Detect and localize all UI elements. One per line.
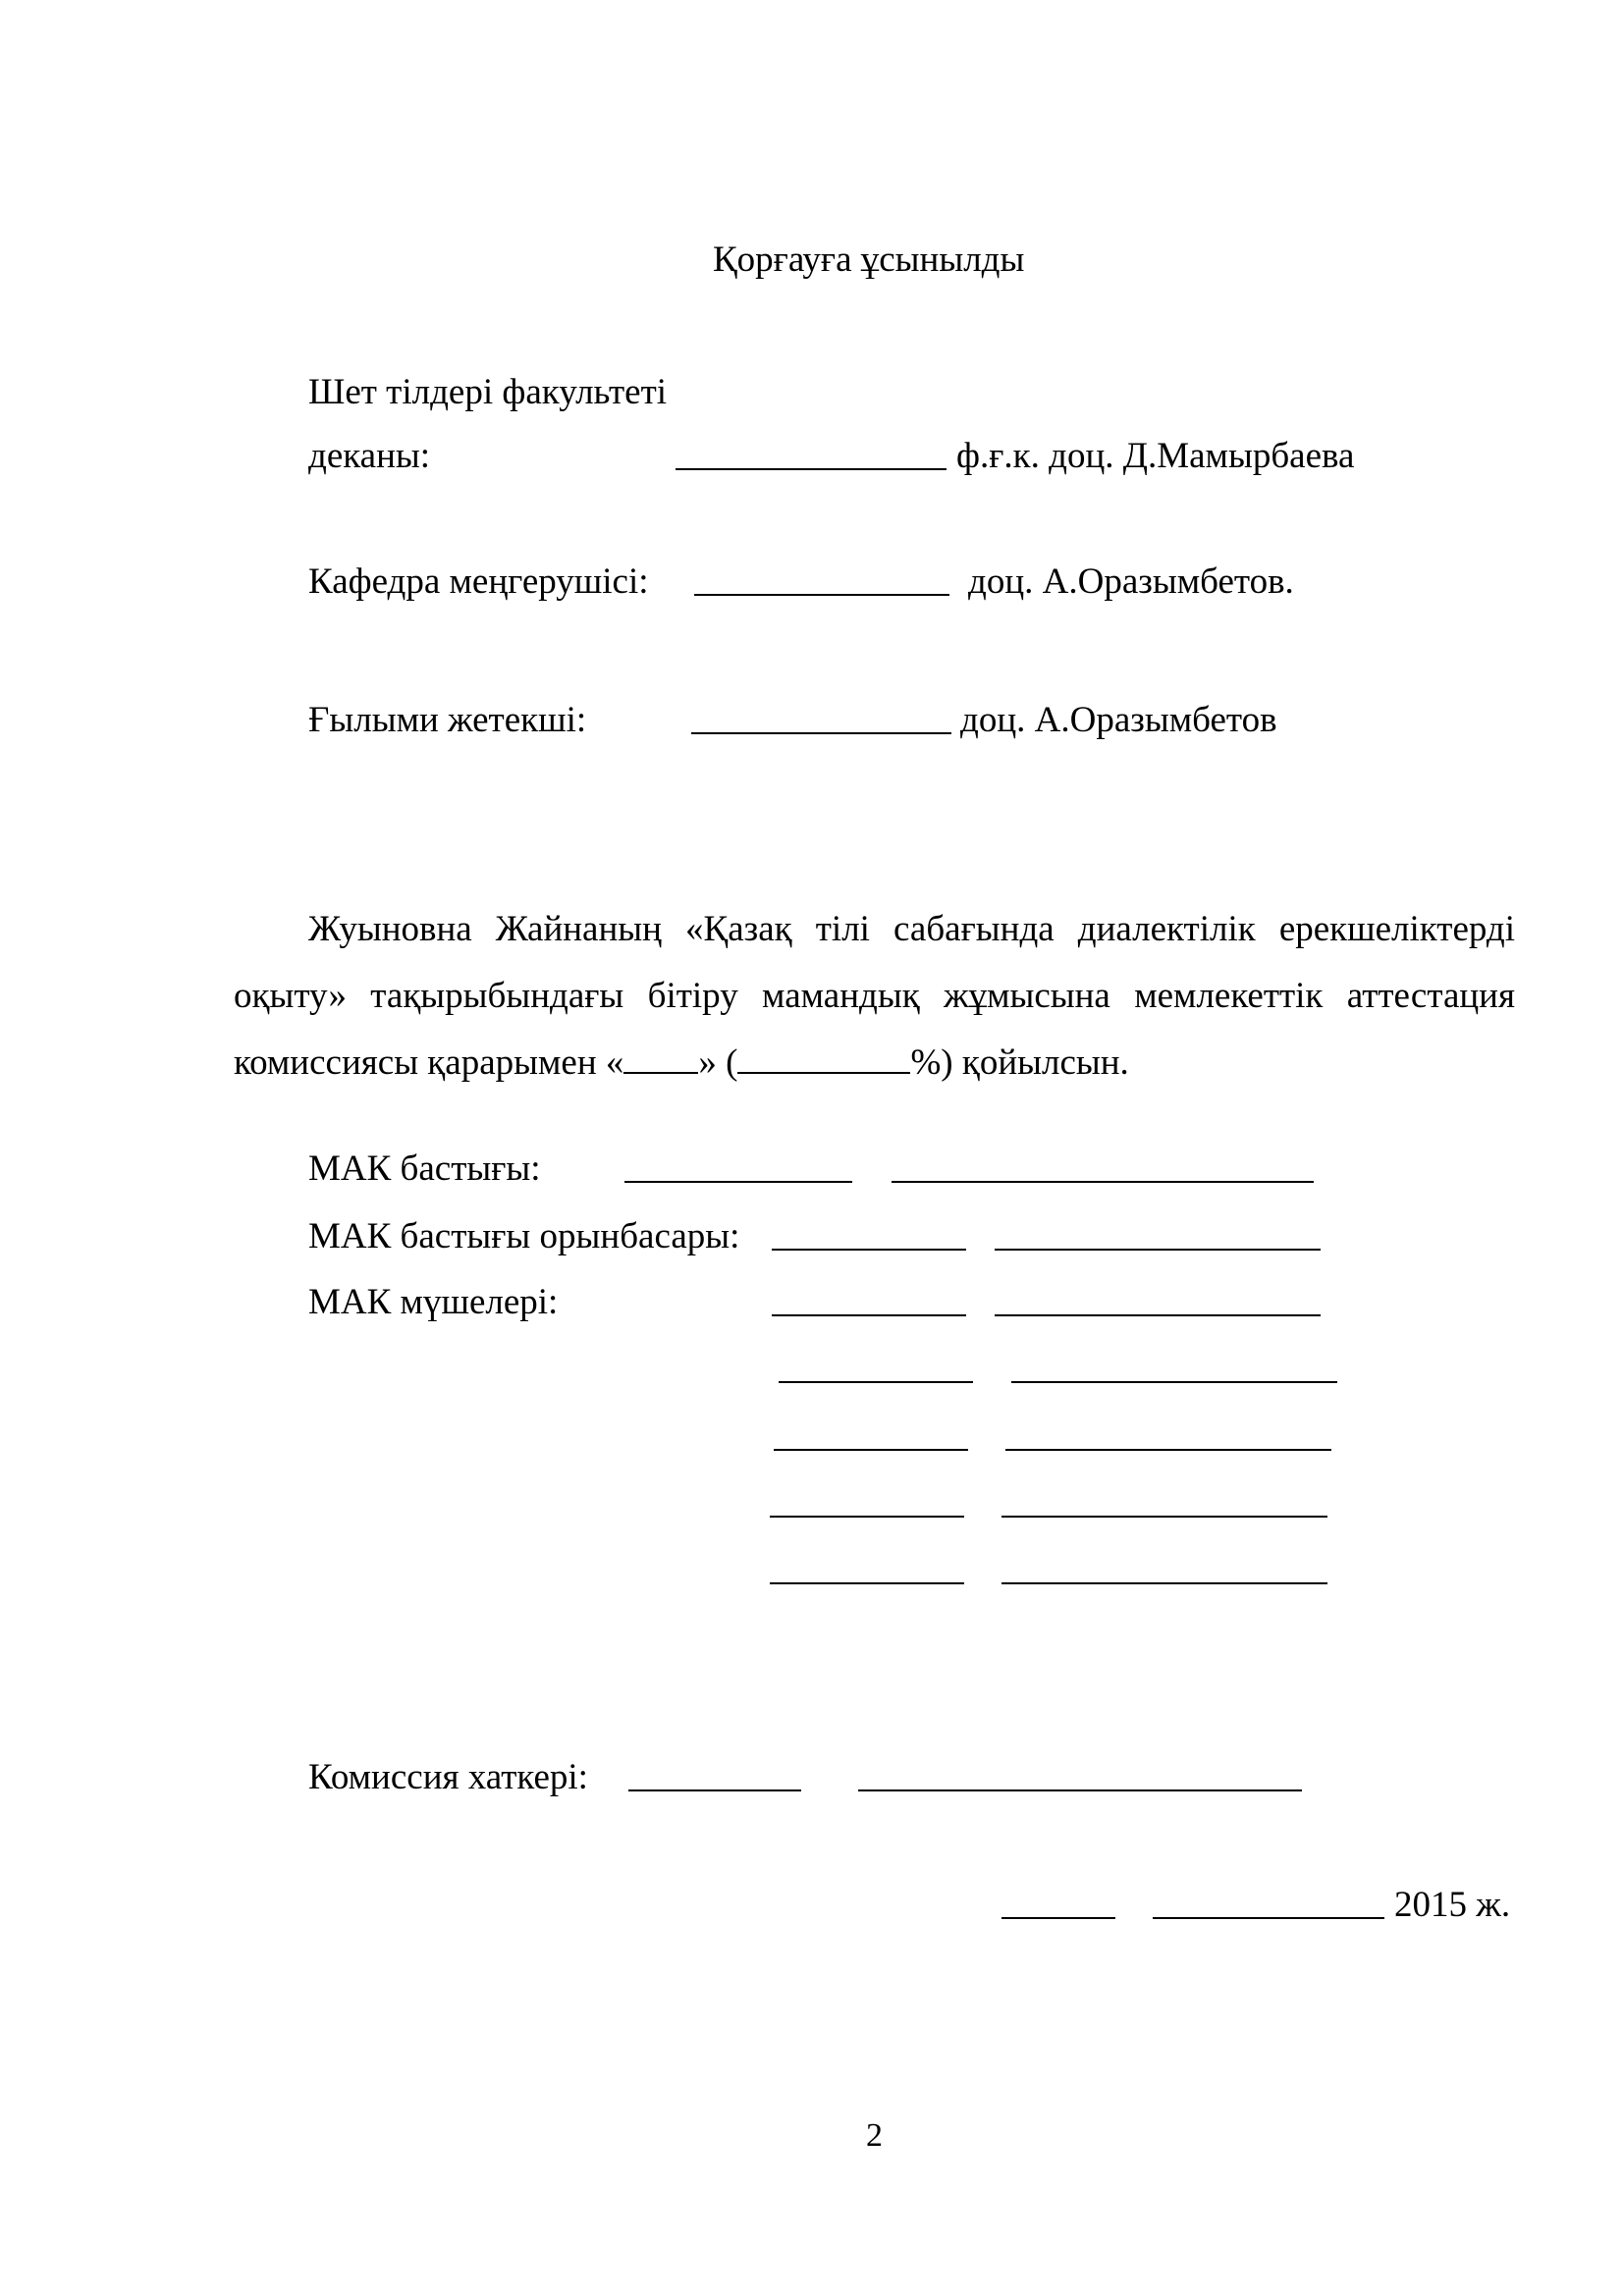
member-3-name-line	[1005, 1449, 1331, 1451]
percent-blank	[737, 1042, 910, 1074]
date-month-line	[1153, 1917, 1384, 1919]
head-of-department-name: доц. А.Оразымбетов.	[968, 561, 1294, 602]
secretary-signature-line	[628, 1789, 801, 1791]
chair-signature-line	[624, 1181, 852, 1183]
supervisor-name: доц. А.Оразымбетов	[960, 700, 1277, 740]
head-of-department-signature-line	[694, 594, 949, 596]
commission-secretary-label: Комиссия хаткері:	[308, 1757, 588, 1797]
decision-line-3	[234, 1029, 1515, 1096]
decision-text-mid: » (	[698, 1042, 738, 1083]
decision-line-1: Жуыновна Жайнаның «Қазақ тілі сабағында диалектілік ерекшеліктерді	[308, 909, 1515, 949]
head-of-department-label: Кафедра меңгерушісі:	[308, 561, 649, 602]
member-2-signature-line	[779, 1381, 973, 1383]
secretary-name-line	[858, 1789, 1302, 1791]
decision-line-2: оқыту» тақырыбындағы бітіру мамандық жұмысына мемлекеттік аттестация	[234, 976, 1515, 1016]
member-5-signature-line	[770, 1582, 964, 1584]
decision-text-start: комиссиясы қарарымен «	[234, 1042, 624, 1083]
decision-text-end: %) қойылсын.	[910, 1042, 1129, 1083]
commission-members-label: МАК мүшелері:	[308, 1282, 559, 1322]
page-heading: Қорғауға ұсынылды	[713, 240, 1025, 280]
grade-blank	[623, 1042, 698, 1074]
member-1-name-line	[995, 1314, 1321, 1316]
member-3-signature-line	[774, 1449, 968, 1451]
deputy-name-line	[995, 1249, 1321, 1251]
dean-faculty-line: Шет тілдері факультеті	[308, 372, 668, 412]
member-1-signature-line	[772, 1314, 966, 1316]
page-number: 2	[866, 2117, 883, 2154]
member-5-name-line	[1001, 1582, 1327, 1584]
commission-deputy-label: МАК бастығы орынбасары:	[308, 1216, 740, 1256]
dean-signature-line	[676, 468, 947, 470]
chair-name-line	[892, 1181, 1314, 1183]
supervisor-signature-line	[691, 732, 951, 734]
dean-name: ф.ғ.к. доц. Д.Мамырбаева	[956, 436, 1355, 476]
commission-chair-label: МАК бастығы:	[308, 1148, 541, 1189]
member-4-name-line	[1001, 1516, 1327, 1518]
supervisor-label: Ғылыми жетекші:	[308, 700, 587, 740]
dean-label: деканы:	[308, 436, 431, 476]
date-day-line	[1001, 1917, 1115, 1919]
member-4-signature-line	[770, 1516, 964, 1518]
deputy-signature-line	[772, 1249, 966, 1251]
date-year: 2015 ж.	[1394, 1885, 1511, 1925]
member-2-name-line	[1011, 1381, 1337, 1383]
